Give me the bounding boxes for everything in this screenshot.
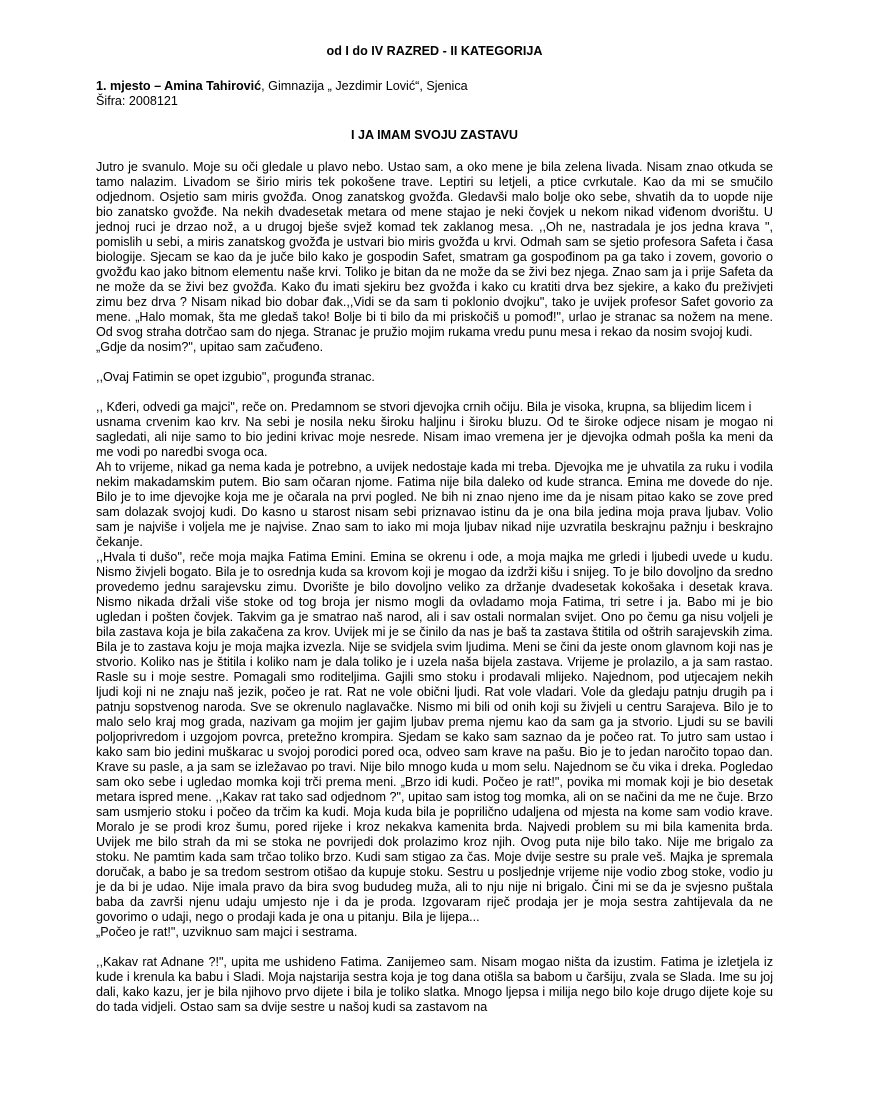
story-paragraph: Ah to vrijeme, nikad ga nema kada je potrebno, a uvijek nedostaje kada mi treba. Djevojka me je uhvatila za ruku i vodila nekim makadamskim putem. Bio sam očaran njome. Fatima nije bila daleko od kude stranca. Emina me dovede do nje. Bilo je to ime djevojke koja me je očarala na prvi pogled. Ne bih ni znao njeno ime da je nisam pitao kako se zove pred sam dolazak svojoj kudi. Do kasno u starost nisam sebi priznavao istinu da je ona bila jedina moja prava ljubav. Volio sam je najviše i voljela me je najvise. Znao sam to iako mi moja ljubav nikad nije uzvratila beskrajnu pažnju i beskrajno čekanje. <box>96 460 773 549</box>
winner-school: , Gimnazija „ Jezdimir Lović“, Sjenica <box>261 79 468 93</box>
entry-code: Šifra: 2008121 <box>96 94 178 108</box>
paragraph-gap <box>96 385 773 400</box>
story-paragraph: ,,Kakav rat Adnane ?!", upita me ushideno Fatima. Zanijemeo sam. Nisam mogao ništa da izustim. Fatima je izletjela iz kude i krenula ka babu i Sladi. Moja najstarija sestra koja je tog dana otišla sa babom u čaršiju, zvala se Slada. Ime su joj dali, kako kazu, jer je bila njihovo prvo dijete i bila je toliko slatka. Mnogo ljepsa i milija nego bilo koje drugo dijete koje su do tada vidjeli. Ostao sam sa dvije sestre u našoj kudi sa zastavom na <box>96 955 773 1014</box>
story-paragraph: „Gdje da nosim?", upitao sam začuđeno. <box>96 340 324 354</box>
story-paragraph: usnama crvenim kao krv. Na sebi je nosila neku široku haljinu i široku bluzu. Od te široke odjece nisam je mogao ni sagledati, ali nije samo to bio jedini krivac moje nesrede. Nisam imao vremena jer je djevojka odmah pošla ka meni da me vodi po naredbi svoga oca. <box>96 415 773 459</box>
story-body <box>96 160 773 1015</box>
story-paragraph: ,, Kđeri, odvedi ga majci", reče on. Predamnom se stvori djevojka crnih očiju. Bila je visoka, krupna, sa blijedim licem i <box>96 400 752 414</box>
winner-line <box>96 79 773 94</box>
category-heading: od I do IV RAZRED - II KATEGORIJA <box>326 44 543 58</box>
winner-place-name: 1. mjesto – Amina Tahirović <box>96 79 262 93</box>
story-paragraph: Jutro je svanulo. Moje su oči gledale u plavo nebo. Ustao sam, a oko mene je bila zelena livada. Nisam znao otkuda se tamo nalazim. Livadom se širio miris tek pokošene trave. Leptiri su letjeli, a ptice cvrkutale. Kao da mi se smučilo odjednom. Osjetio sam miris gvožđa. Onog zanatskog gvožđa. Gledavši malo bolje oko sebe, shvatih da to uopde nije bio zanatsko gvožđe. Na nekih dvadesetak metara od mene stajao je neki čovjek u nekom nikad viđenom dvorištu. U jednoj ruci je drzao nož, a u drugoj bješe svjež komad tek zaklanog mesa. ,,Oh ne, nastradala je jos jedna krava ", pomislih u sebi, a miris zanatskog gvožđa je ustvari bio miris gvožđa u krvi. Odmah sam se sjetio profesora Safeta i časa biologije. Sjecam se kao da je juče bilo kako je gospodin Safet, smatram ga gospođinom pa ga tako i zovem, govorio o gvožđu kao jako bitnom elementu naše krvi. Toliko je bitan da ne može da se živi bez njega. Znao sam ja i prije Safeta da ne može da se živi bez gvožđa. Kako đu imati sjekiru bez gvožđa i kako cu kratiti drva bez sjekire, a kako đu preživjeti zimu bez drva ? Nisam nikad bio dobar đak.,,Vidi se da sam ti poklonio dvojku", tako je uvijek profesor Safet govorio za mene. „Halo momak, šta me gledaš tako! Bolje bi ti bilo da mi priskočiš u pomođ!", urlao je stranac sa nožem na mene. Od svog straha dotrčao sam do njega. Stranac je pružio mojim rukama vredu punu mesa i rekao da nosim svojoj kudi. <box>96 160 773 339</box>
paragraph-gap <box>96 940 773 955</box>
paragraph-gap <box>96 355 773 370</box>
story-paragraph: ,,Hvala ti dušo", reče moja majka Fatima Emini. Emina se okrenu i ode, a moja majka me grledi i ljubedi uvede u kudu. Nismo živjeli bogato. Bila je to osrednja kuda sa krovom koji je mogao da izdrži kišu i snijeg. To je bilo dovoljno da sredno provedemo jednu sarajevsku zimu. Dvorište je bilo dovoljno veliko za držanje dvadesetak kokošaka i desetak krava. Nismo nikada držali više stoke od tog broja jer nismo mogli da ovladamo moja Fatima, tri setre i ja. Babo mi je bio ugledan i pošten čovjek. Takvim ga je smatrao naš narod, ali i sav ostali normalan svijet. Ono po čemu ga nisu voljeli je bila zastava koja je bila zakačena za krov. Uvijek mi je se činilo da nas je baš ta zastava štitila od oštrih sarajevskih zima. Bila je to zastava koju je moja majka izvezla. Nije se svidjela svim ljudima. Meni se čini da jeste onom glavnom koji nas je stvorio. Koliko nas je štitila i koliko nam je dala toliko je i uzela naša bijela zastava. Vrijeme je prolazilo, a ja sam rastao. Rasle su i moje sestre. Pomagali smo roditeljima. Gajili smo stoku i prodavali mlijeko. Najednom, pod utjecajem nekih ljudi koji ni ne znaju naš jezik, počeo je rat. Rat ne vole obični ljudi. Rat vole vladari. Vole da gledaju patnju drugih pa i patnju sopstvenog naroda. Sve se okrenulo naglavačke. Nismo mi bili od onih koji su živjeli u centru Sarajeva. Bilo je to malo selo kraj mog grada, nazivam ga mojim jer gajim ljubav prema njemu kao da sam ga ja stvorio. Ljudi su se bavili poljoprivredom i uzgojom povrca, pretežno krompira. Sjedam se kako sam saznao da je počeo rat. To jutro sam ustao i kako sam bio jedini muškarac u svojoj porodici pored oca, odveo sam krave na pašu. Bio je to jedan naročito topao dan. Krave su pasle, a ja sam se izležavao po travi. Nije bilo mnogo kuda u mom selu. Najednom se ču vika i dreka. Pogledao sam oko sebe i ugledao momka koji trči prema meni. „Brzo idi kudi. Počeo je rat!", povika mi momak koji je bio desetak metara ispred mene. ,,Kakav rat tako sad odjednom ?", upitao sam istog tog momka, ali on se načini da me ne čuje. Brzo sam usmjerio stoku i počeo da trčim ka kudi. Moja kuda bila je poprilično udaljena od mjesta na kome sam vodio krave. Moralo je se prodi kroz šumu, pored rijeke i kroz nekakva kamenita brda. Najvedi problem su mi bila kamenita brda. Uvijek me bilo strah da mi se stoka ne povrijedi dok prolazimo kroz njih. Ovog puta nije bilo tako. Nije me brigalo za stoku. Ne pamtim kada sam trčao toliko brzo. Kudi sam stigao za čas. Moje dvije sestre su prale veš. Majka je spremala doručak, a babo je sa tredom sestrom otišao da kupuje stoku. Sestru u posljednje vrijeme nije vodio zbog stoke, vodio ju je da bi je udao. Nije imala pravo da bira svog bududeg muža, ali to nju nije ni brigalo. Čini mi se da je svjesno puštala baba da završi njenu udaju umjesto nje i da je proda. Izgovaram riječ prodaja jer je moja sestra zahtijevala da ne govorimo o udaji, nego o prodaji kada je ona u pitanju. Bila je lijepa... <box>96 550 773 924</box>
story-paragraph: ,,Ovaj Fatimin se opet izgubio", progunđa stranac. <box>96 370 375 384</box>
story-paragraph: „Počeo je rat!", uzviknuo sam majci i sestrama. <box>96 925 358 939</box>
story-title: I JA IMAM SVOJU ZASTAVU <box>351 128 518 142</box>
